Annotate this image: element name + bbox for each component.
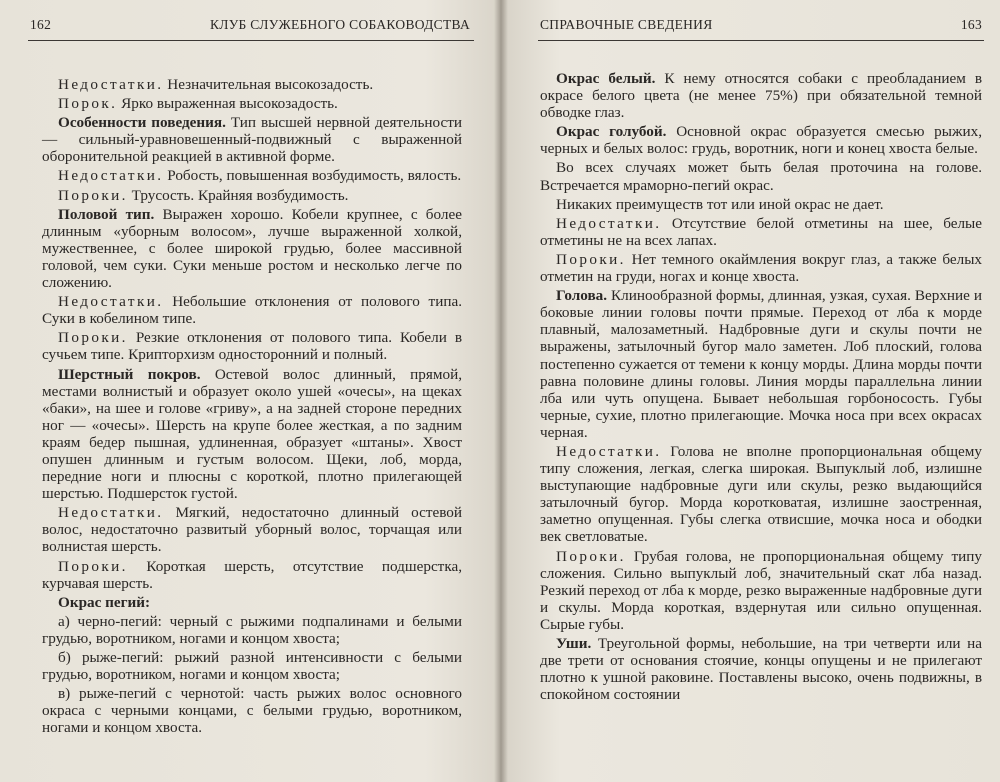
paragraph [42,206,462,291]
page-number: 162 [30,17,52,32]
paragraph-heading: Особенности поведения. [58,114,226,132]
list-item [42,649,462,683]
paragraph [42,114,462,165]
paragraph-text: Основной окрас образуется смесью рыжих, черных и белых волос: грудь, воротник, ноги и конец хвоста белые. [540,123,982,158]
paragraph-heading: Голова. [556,287,608,305]
paragraph [540,215,982,249]
paragraph-text: Мягкий, недостаточно длинный остевой волос, недостаточно развитый уборный волос, торчащая или волнистая шерсть. [42,504,463,556]
paragraph-lead: Пороки. [556,547,626,565]
paragraph-lead: Порок. [58,95,118,113]
paragraph [540,70,982,121]
paragraph-text: Небольшие отклонения от полового типа. Суки в кобелином типе. [42,293,462,328]
list-item-text: б) рыже-пегий: рыжий разной интенсивности с белыми грудью, воротником, ногами и концом хвоста; [42,649,462,684]
paragraph-lead: Пороки. [58,186,128,204]
paragraph-text: Никаких преимуществ тот или иной окрас не дает. [556,195,884,213]
paragraph-lead: Недостатки. [58,293,164,311]
paragraph [42,293,462,327]
paragraph-lead: Пороки. [58,557,128,575]
paragraph [540,287,982,441]
paragraph-heading: Окрас голубой. [556,123,667,141]
paragraph-text: Робость, повышенная возбудимость, вялость. [167,167,462,185]
paragraph-lead: Пороки. [556,250,626,268]
paragraph [540,635,982,703]
paragraph-text: Резкие отклонения от полового типа. Кобели в сучьем типе. Крипторхизм односторонний и полный. [42,329,463,364]
list-item-text: в) рыже-пегий с чернотой: часть рыжих волос основного окраса с черными концами, с белыми грудью, воротником, ногами и концом хвоста. [42,685,462,737]
page-number: 163 [960,17,982,32]
paragraph-text: Выражен хорошо. Кобели крупнее, с более длинным «уборным волосом», лучше выраженной холкой, мужественнее, с более широкой грудью, более массивной головой, чем суки. Суки меньше ростом и несколько легче по сложению. [42,205,462,292]
paragraph [42,594,462,611]
paragraph-text: Треугольной формы, небольшие, на три четверти или на две трети от основания стоячие, концы опущены и не прилегают плотно к ушной раковине. Поставлены высоко, очень подвижны, в спокойном состоянии [540,635,982,704]
paragraph-text: Голова не вполне пропорциональная общему типу сложения, легкая, слегка широкая. Выпуклый лоб, излишне выступающие надбровные дуги или скулы, резко выдающийся затылочный бугор. Морда коротковатая, излишне заостренная, заметно опущенная. Губы слегка отвисшие, мочка носа и ободки век светловатые. [540,442,982,546]
running-title: СПРАВОЧНЫЕ СВЕДЕНИЯ [540,17,713,32]
paragraph-text: Остевой волос длинный, прямой, местами волнистый и образует около ушей «очесы», на щеках «баки», на шее и голове «гриву», а на задней стороне передних ног — «очесы». Шерсть на крупе более жесткая, а по задним краям бедер пышная, удлиненная, образует «штаны». Хвост опушен длинным и густым волосом. Щеки, лоб, морда, передние ноги и плюсны с короткой, плотно прилегающей шерстью. Подшерсток густой. [42,365,463,503]
paragraph-lead: Недостатки. [58,167,164,185]
paragraph [42,187,462,204]
list-item [42,613,462,647]
running-title: КЛУБ СЛУЖЕБНОГО СОБАКОВОДСТВА [209,17,470,32]
paragraph-heading: Уши. [556,635,592,652]
paragraph-heading: Окрас пегий: [58,593,151,611]
list-item-text: а) черно-пегий: черный с рыжими подпалинами и белыми грудью, воротником, ногами и концом хвоста; [42,612,462,647]
paragraph-lead: Недостатки. [556,214,662,232]
paragraph-lead: Недостатки. [58,504,164,522]
paragraph-text: Клинообразной формы, длинная, узкая, сухая. Верхние и боковые линии головы почти прямые. Переход от лба к морде плавный, малозаметный. Надбровные дуги и скулы почти не выражены, затылочный бугор мало заметен. Лоб плоский, голова постепенно сужается от темени к концу морды. Длина морды почти равна половине длины головы. Линия морды параллельна линии лба или чуть опущена. Бывает небольшая горбоносость. Губы черные, сухие, плотно прилегающие. Мочка носа при всех окрасах черная. [540,287,983,441]
paragraph [540,123,982,157]
paragraph-heading: Половой тип. [58,205,155,223]
header-rule [28,40,474,41]
paragraph-text: Ярко выраженная высокозадость. [121,95,338,113]
list-item [42,685,462,736]
paragraph [42,558,462,592]
paragraph-text: Во всех случаях может быть белая проточина на голове. Встречается мраморно-пегий окрас. [540,159,982,194]
paragraph [42,76,462,93]
paragraph-text: Незначительная высокозадость. [167,76,374,93]
paragraph [540,251,982,285]
paragraph-text: К нему относятся собаки с преобладанием в окрасе белого цвета (не менее 75%) при обязательной темной обводке глаз. [540,70,983,122]
book-gutter [494,0,508,782]
paragraph [42,167,462,184]
paragraph-text: Отсутствие белой отметины на шее, белые отметины не на всех лапах. [540,214,982,249]
paragraph-text: Короткая шерсть, отсутствие подшерстка, курчавая шерсть. [42,557,463,592]
paragraph-lead: Недостатки. [556,442,662,460]
paragraph [540,443,982,546]
paragraph [42,95,462,112]
paragraph-lead: Пороки. [58,329,128,347]
right-page [500,0,1000,782]
paragraph [540,196,982,213]
paragraph-lead: Недостатки. [58,76,164,93]
paragraph-text: Грубая голова, не пропорциональная общему типу сложения. Сильно выпуклый лоб, значительный скат лба назад. Резкий переход от лба к морде, резко выраженные надбровные дуги и скулы. Морда короткая, вздернутая или сильно опущенная. Сырые губы. [540,547,982,633]
paragraph-heading: Шерстный покров. [58,365,201,383]
paragraph [42,504,462,555]
paragraph-text: Тип высшей нервной деятельности — сильный-уравновешенный-подвижный с выраженной оборонительной реакцией в активной форме. [42,114,462,166]
paragraph [42,366,462,503]
paragraph-text: Нет темного окаймления вокруг глаз, а также белых отметин на груди, ногах и конце хвоста. [540,250,983,286]
paragraph [540,548,982,633]
paragraph-text: Трусость. Крайняя возбудимость. [131,186,349,204]
paragraph [540,159,982,193]
paragraph-heading: Окрас белый. [556,70,656,87]
page-text [540,70,982,705]
header-rule [538,40,984,41]
paragraph [42,329,462,363]
page-text [42,76,462,738]
